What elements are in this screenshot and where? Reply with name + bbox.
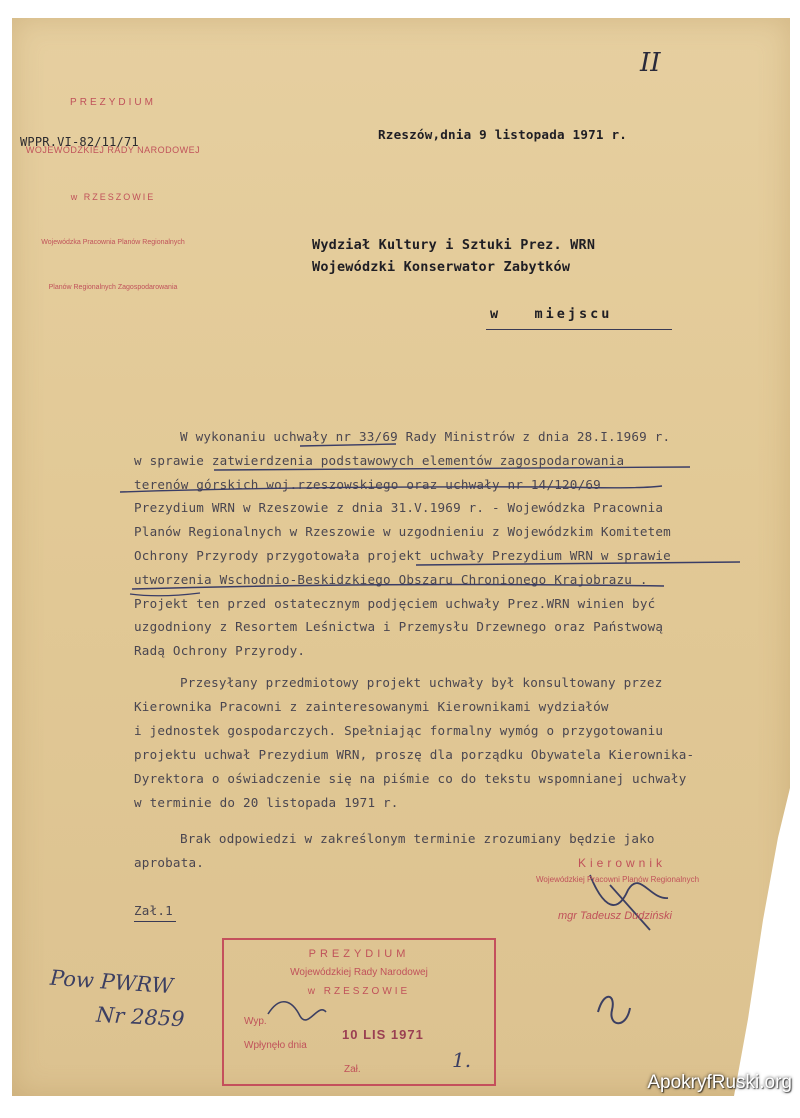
- incoming-stamp-wyp-label: Wyp.: [244, 1016, 267, 1027]
- text-line: Przesyłany przedmiotowy projekt uchwały był konsultowany przez: [180, 675, 663, 690]
- recipient-line: Wydział Kultury i Sztuki Prez. WRN: [312, 237, 596, 253]
- text-line: Dyrektora o oświadczenie się na piśmie co do tekstu wspomnianej uchwały: [134, 771, 687, 786]
- watermark-text: ApokryfRuski.org: [647, 1072, 792, 1093]
- roman-numeral-mark: II: [640, 48, 661, 78]
- recipient-line: Wojewódzki Konserwator Zabytków: [312, 259, 571, 275]
- text-line: uzgodniony z Resortem Leśnictwa i Przemysłu Drzewnego oraz Państwową: [134, 619, 664, 634]
- stamp-line: Planów Regionalnych Zagospodarowania: [48, 284, 178, 292]
- incoming-stamp-line: PREZYDIUM: [308, 948, 410, 960]
- text-line: aprobata.: [134, 855, 205, 870]
- text-line: Ochrony Przyrody przygotowała projekt uchwały Prezydium WRN w sprawie: [134, 548, 671, 563]
- recipient-location: w miejscu: [490, 306, 613, 322]
- attachment-underline: [134, 921, 176, 922]
- text-line: Radą Ochrony Przyrody.: [134, 643, 306, 658]
- handwritten-note: Pow PWRW: [49, 965, 174, 999]
- incoming-stamp-line: w RZESZOWIE: [307, 986, 411, 997]
- incoming-stamp-zal-label: Zał.: [344, 1064, 361, 1075]
- text-line: projektu uchwał Prezydium WRN, proszę dla porządku Obywatela Kierownika-: [134, 747, 695, 762]
- text-line: w sprawie zatwierdzenia podstawowych elementów zagospodarowania: [134, 453, 625, 468]
- text-line: W wykonaniu uchwały nr 33/69 Rady Ministrów z dnia 28.I.1969 r.: [180, 429, 671, 444]
- attachment-note: Zał.1: [134, 903, 173, 918]
- text-line: Projekt ten przed ostatecznym podjęciem uchwały Prez.WRN winien być: [134, 596, 656, 611]
- stamp-line: Wojewódzka Pracownia Planów Regionalnych: [41, 239, 185, 247]
- handwritten-number: Nr 2859: [95, 1002, 186, 1032]
- text-line: Brak odpowiedzi w zakreślonym terminie zrozumiany będzie jako: [180, 831, 655, 846]
- text-line: utworzenia Wschodnio-Beskidzkiego Obszaru Chronionego Krajobrazu .: [134, 572, 648, 587]
- text-line: Kierownika Pracowni z zainteresowanymi Kierownikami wydziałów: [134, 699, 609, 714]
- incoming-stamp-date: 10 LIS 1971: [342, 1027, 424, 1042]
- stamp-line: PREZYDIUM: [70, 96, 156, 108]
- stamp-line: WOJEWÓDZKIEJ RADY NARODOWEJ: [25, 145, 201, 156]
- reference-number: WPPR.VI-82/11/71: [20, 135, 139, 149]
- text-line: w terminie do 20 listopada 1971 r.: [134, 795, 399, 810]
- signature-name: mgr Tadeusz Dudziński: [558, 910, 672, 922]
- incoming-stamp-zal-value: 1.: [452, 1048, 472, 1072]
- incoming-registration-stamp: [222, 938, 496, 1086]
- text-line: terenów górskich woj.rzeszowskiego oraz uchwały nr 14/120/69: [134, 477, 601, 492]
- text-line: Planów Regionalnych w Rzeszowie w uzgodnieniu z Wojewódzkim Komitetem: [134, 524, 671, 539]
- stamp-line: w RZESZOWIE: [70, 192, 156, 203]
- place-date: Rzeszów,dnia 9 listopada 1971 r.: [378, 127, 628, 142]
- text-line: Prezydium WRN w Rzeszowie z dnia 31.V.1969 r. - Wojewódzka Pracownia: [134, 500, 664, 515]
- incoming-stamp-line: Wojewódzkiej Rady Narodowej: [290, 967, 428, 978]
- signature-title: Kierownik: [578, 856, 667, 870]
- signature-unit: Wojewódzkiej Pracowni Planów Regionalnych: [536, 875, 700, 884]
- text-line: i jednostek gospodarczych. Spełniając formalny wymóg o przygotowaniu: [134, 723, 664, 738]
- incoming-stamp-received-label: Wpłynęło dnia: [244, 1040, 307, 1051]
